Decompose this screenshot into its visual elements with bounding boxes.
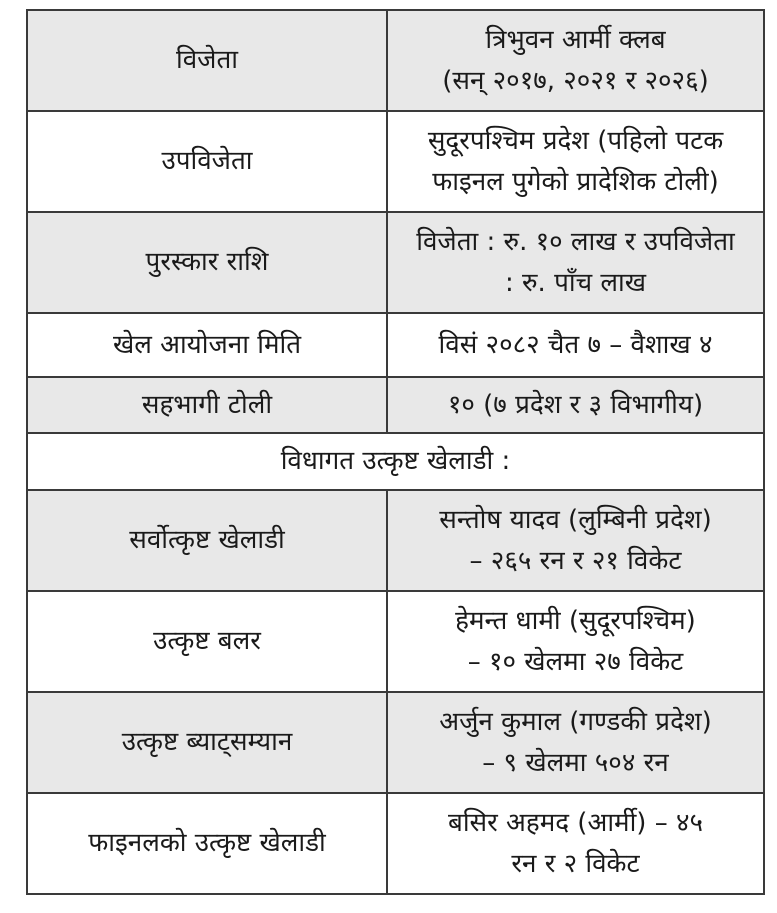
row-value-line: सुदूरपश्चिम प्रदेश (पहिलो पटक (427, 125, 724, 156)
table-row-prize-money (27, 212, 764, 313)
table-row-teams (27, 377, 764, 433)
tournament-summary-table (26, 9, 765, 895)
table-row-dates (27, 313, 764, 377)
row-value-line: विजेता : रु. १० लाख र उपविजेता (416, 226, 735, 257)
table-row-runner-up (27, 111, 764, 212)
section-heading: विधागत उत्कृष्ट खेलाडी : (27, 433, 764, 490)
row-value-line: फाइनल पुगेको प्रादेशिक टोली) (432, 166, 719, 197)
row-value-line: (सन् २०१७, २०२१ र २०२६) (442, 65, 709, 96)
table-row-player-of-tournament (27, 490, 764, 591)
row-label: सर्वोत्कृष्ट खेलाडी (27, 490, 387, 591)
row-label: सहभागी टोली (27, 377, 387, 433)
row-value-line: रन र २ विकेट (511, 848, 640, 879)
row-label: उत्कृष्ट ब्याट्सम्यान (27, 692, 387, 793)
row-value-line: – ९ खेलमा ५०४ रन (482, 747, 669, 778)
row-value-line: त्रिभुवन आर्मी क्लब (485, 24, 666, 55)
row-label: उत्कृष्ट बलर (27, 591, 387, 692)
row-value (387, 490, 764, 591)
row-value (387, 313, 764, 377)
row-value (387, 10, 764, 111)
row-value (387, 111, 764, 212)
row-label: खेल आयोजना मिति (27, 313, 387, 377)
table-row-best-bowler (27, 591, 764, 692)
section-heading-row (27, 433, 764, 490)
row-label: पुरस्कार राशि (27, 212, 387, 313)
row-label: फाइनलको उत्कृष्ट खेलाडी (27, 793, 387, 894)
row-value-line: – २६५ रन र २१ विकेट (469, 545, 682, 576)
row-value-line: १० (७ प्रदेश र ३ विभागीय) (447, 389, 704, 420)
row-value (387, 377, 764, 433)
row-value (387, 793, 764, 894)
table-row-winner (27, 10, 764, 111)
row-value-line: – १० खेलमा २७ विकेट (467, 646, 684, 677)
row-value (387, 692, 764, 793)
row-value-line: हेमन्त धामी (सुदूरपश्चिम) (455, 605, 696, 636)
row-label: उपविजेता (27, 111, 387, 212)
row-value-line: अर्जुन कुमाल (गण्डकी प्रदेश) (439, 706, 712, 737)
row-value-line: बसिर अहमद (आर्मी) – ४५ (447, 807, 704, 838)
row-value (387, 591, 764, 692)
row-value-line: विसं २०८२ चैत ७ – वैशाख ४ (438, 329, 713, 360)
table-row-best-batsman (27, 692, 764, 793)
row-label: विजेता (27, 10, 387, 111)
row-value-line: : रु. पाँच लाख (504, 267, 646, 298)
table-row-final-player (27, 793, 764, 894)
row-value (387, 212, 764, 313)
row-value-line: सन्तोष यादव (लुम्बिनी प्रदेश) (439, 504, 712, 535)
